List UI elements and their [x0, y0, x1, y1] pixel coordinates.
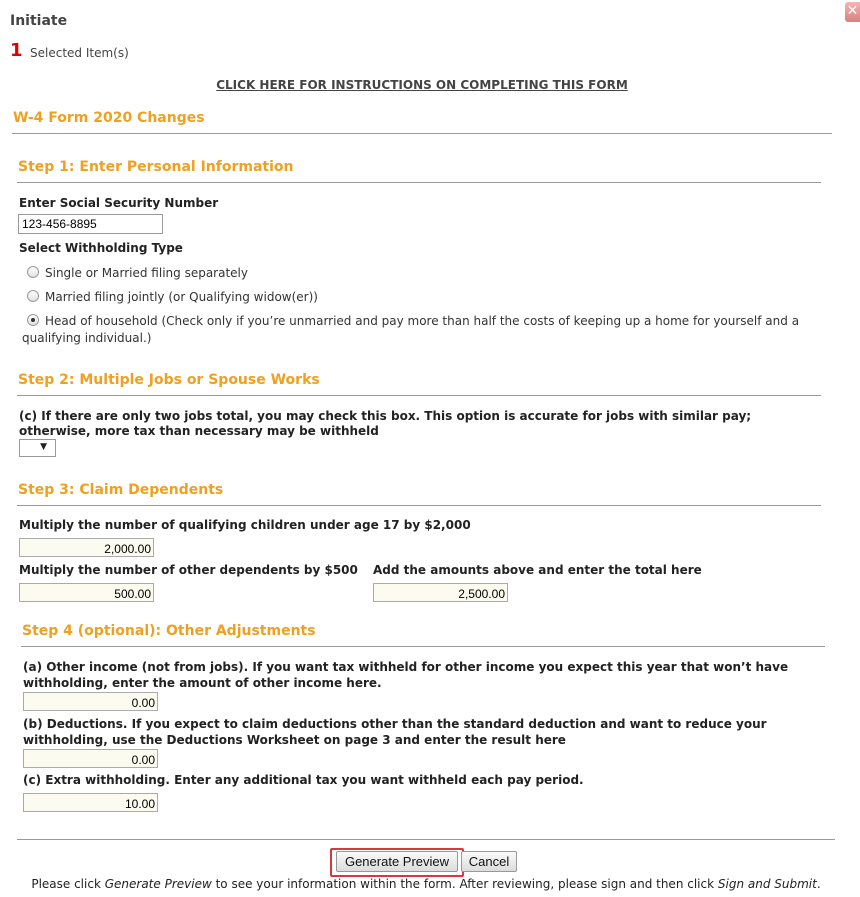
step1-title: Step 1: Enter Personal Information — [18, 159, 294, 175]
withholding-type-label: Select Withholding Type — [19, 241, 183, 255]
children-amount-input[interactable] — [19, 538, 154, 557]
form-title: W-4 Form 2020 Changes — [13, 110, 205, 126]
ssn-input[interactable] — [18, 214, 163, 234]
ssn-label: Enter Social Security Number — [19, 196, 219, 210]
footer-note-prefix: Please click — [31, 877, 105, 891]
other-income-text-line2: withholding, enter the amount of other income here. — [23, 676, 382, 690]
selected-count: 1 — [10, 40, 23, 61]
extra-withholding-input[interactable] — [23, 793, 158, 812]
deductions-input[interactable] — [23, 749, 158, 768]
footer-note-suffix: . — [816, 877, 821, 891]
step2-divider — [17, 395, 821, 396]
step2-title: Step 2: Multiple Jobs or Spouse Works — [18, 372, 320, 388]
other-dependents-label: Multiply the number of other dependents by $500 — [19, 563, 358, 577]
step2-text-line2: otherwise, more tax than necessary may be withheld — [19, 424, 379, 438]
footer-note — [0, 877, 852, 891]
other-income-text-line1: (a) Other income (not from jobs). If you want tax withheld for other income you expect this year that won’t have — [23, 660, 789, 674]
footer-note-sign: Sign and Submit — [717, 877, 817, 891]
radio-head-of-household-label: Head of household (Check only if you’re unmarried and pay more than half the costs of keeping up a home for yourself and a — [45, 314, 800, 328]
step3-title: Step 3: Claim Dependents — [18, 482, 224, 498]
step1-divider — [17, 182, 821, 183]
dependents-total-label: Add the amounts above and enter the total here — [373, 563, 702, 577]
extra-withholding-label: (c) Extra withholding. Enter any additional tax you want withheld each pay period. — [23, 773, 584, 787]
radio-single-label: Single or Married filing separately — [45, 266, 248, 280]
other-income-input[interactable] — [23, 692, 158, 711]
radio-married-jointly-label: Married filing jointly (or Qualifying widow(er)) — [45, 290, 318, 304]
dependents-total-input[interactable] — [373, 583, 508, 602]
deductions-text-line2: withholding, use the Deductions Worksheet on page 3 and enter the result here — [23, 733, 566, 747]
step4-title: Step 4 (optional): Other Adjustments — [22, 623, 316, 639]
other-dependents-input[interactable] — [19, 583, 154, 602]
cancel-button[interactable]: Cancel — [461, 851, 517, 872]
close-icon[interactable]: ✕ — [845, 2, 860, 22]
step4-divider — [21, 646, 825, 647]
step3-divider — [17, 505, 821, 506]
generate-preview-button[interactable]: Generate Preview — [336, 851, 458, 872]
footer-note-middle: to see your information within the form. After reviewing, please sign and then click — [211, 877, 718, 891]
children-label: Multiply the number of qualifying children under age 17 by $2,000 — [19, 518, 471, 532]
form-title-divider — [12, 133, 832, 134]
radio-head-of-household[interactable] — [27, 314, 39, 326]
multiple-jobs-dropdown[interactable]: ▼ — [19, 439, 56, 457]
selected-items-label: Selected Item(s) — [30, 46, 129, 60]
footer-note-generate: Generate Preview — [104, 877, 212, 891]
radio-married-jointly[interactable] — [27, 290, 39, 302]
radio-head-of-household-label-cont: qualifying individual.) — [22, 331, 152, 345]
instructions-link[interactable]: CLICK HERE FOR INSTRUCTIONS ON COMPLETING THIS FORM — [216, 78, 628, 92]
step2-text-line1: (c) If there are only two jobs total, you may check this box. This option is accurate for jobs with similar pay; — [19, 409, 752, 423]
radio-single[interactable] — [27, 266, 39, 278]
deductions-text-line1: (b) Deductions. If you expect to claim deductions other than the standard deduction and want to reduce your — [23, 717, 767, 731]
footer-divider — [17, 839, 835, 840]
page-title: Initiate — [10, 13, 68, 29]
